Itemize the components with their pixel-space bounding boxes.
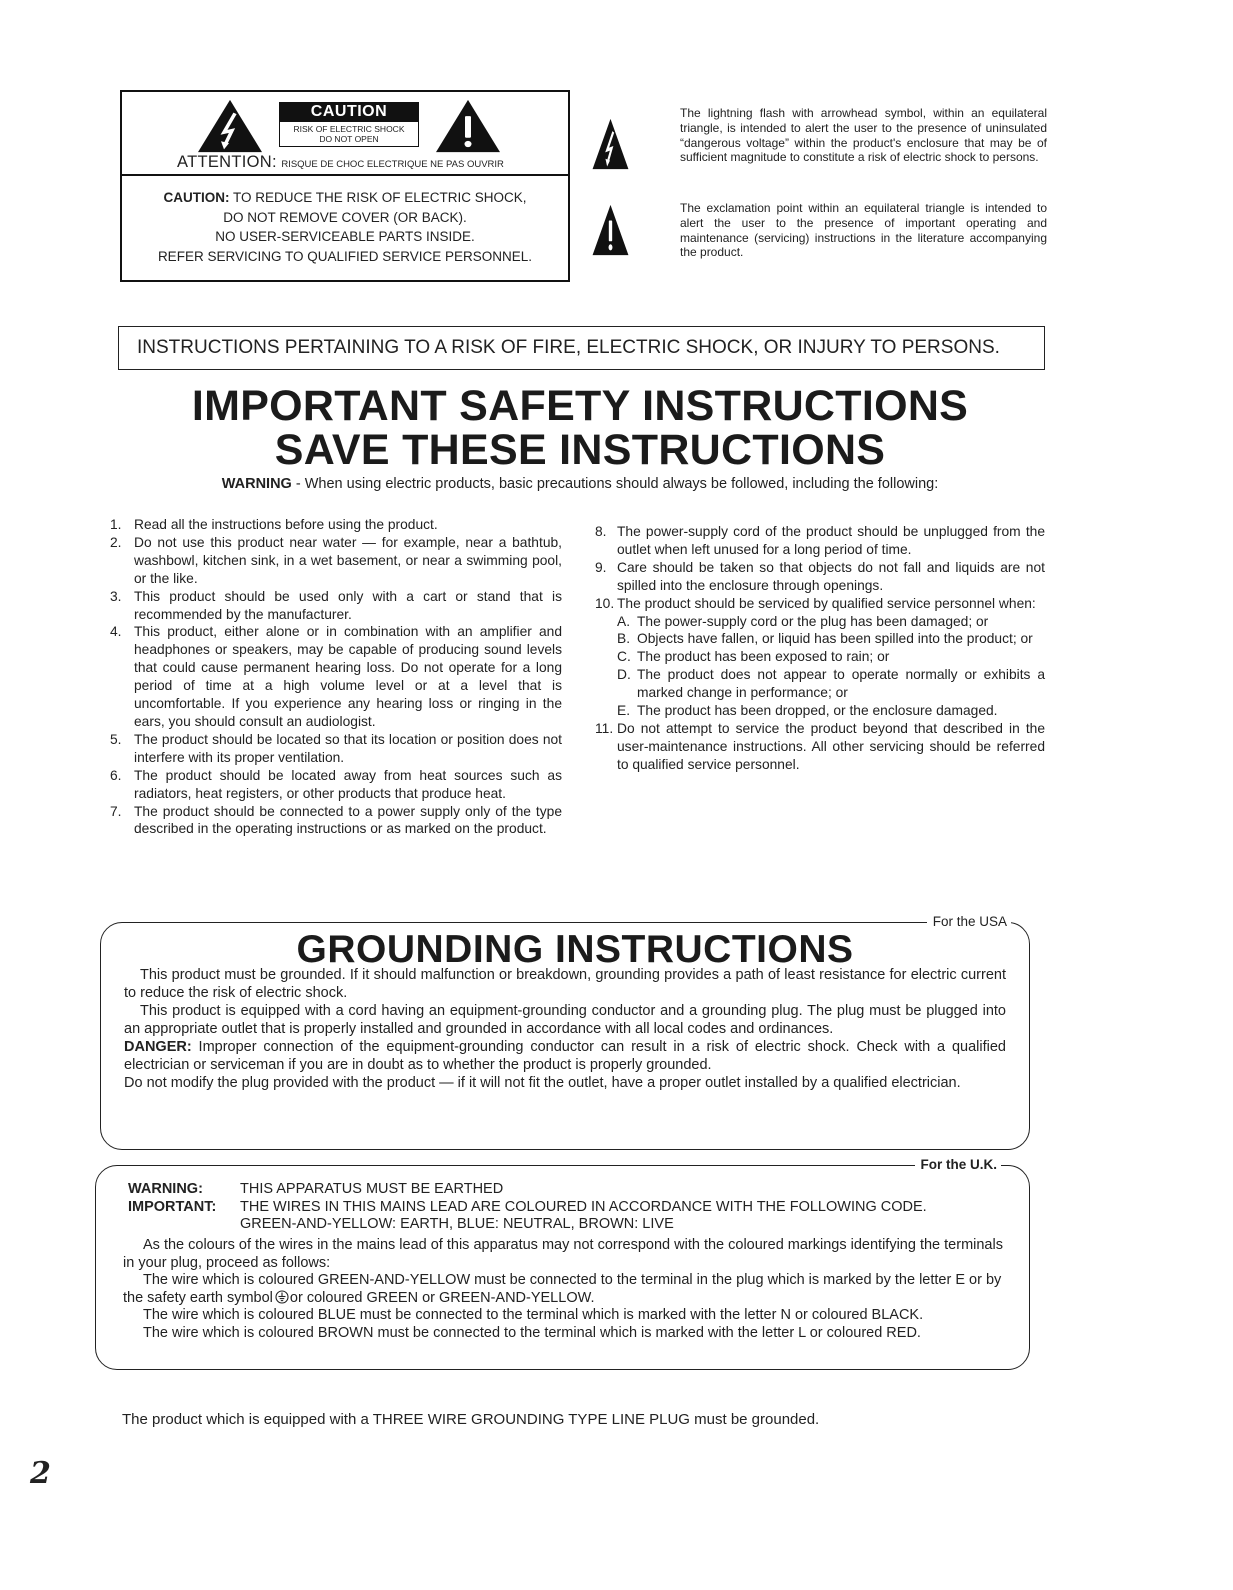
footer-note: The product which is equipped with a THREE WIRE GROUNDING TYPE LINE PLUG must be grounded. xyxy=(122,1411,820,1428)
sub-item-letter: C. xyxy=(617,649,631,665)
instruction-item xyxy=(595,523,1045,559)
instruction-item xyxy=(595,720,1045,774)
uk-green-text-after: or coloured GREEN or GREEN-AND-YELLOW. xyxy=(289,1289,595,1306)
caution-line-1 xyxy=(122,188,568,208)
instructions-right-column xyxy=(595,523,1045,774)
uk-warnings xyxy=(128,1181,1008,1234)
region-label-uk: For the U.K. xyxy=(915,1156,1002,1174)
page-title xyxy=(0,384,1160,472)
attention-line xyxy=(177,152,504,175)
sub-item-letter: A. xyxy=(617,613,631,629)
risk-banner: INSTRUCTIONS PERTAINING TO A RISK OF FIRE, ELECTRIC SHOCK, OR INJURY TO PERSONS. xyxy=(118,326,1045,370)
grounding-instructions-box xyxy=(100,914,1030,1150)
item-text: Read all the instructions before using the product. xyxy=(134,517,438,532)
sub-item-letter: E. xyxy=(617,703,631,719)
lightning-symbol-explanation: The lightning flash with arrowhead symbol, within an equilateral triangle, is intended to alert the user to the presence of uninsulated “dangerous voltage” within the product's enclosure that may be of sufficient magnitude to constitute a risk of electric shock to persons. xyxy=(680,106,1047,165)
instruction-item xyxy=(595,559,1045,595)
grounding-body xyxy=(124,966,1006,1092)
item-number: 8. xyxy=(595,524,607,539)
exclamation-triangle-icon xyxy=(592,204,629,256)
grounding-paragraph-2: This product is equipped with a cord having an equipment-grounding conductor and a grounding plug. The plug must be plugged into an appropriate outlet that is properly installed and grounded in accordance with all local codes and ordinances. xyxy=(124,1003,1006,1037)
sub-item xyxy=(617,613,1045,631)
uk-paragraph-brown: The wire which is coloured BROWN must be connected to the terminal which is marked with the letter L or coloured RED. xyxy=(143,1324,921,1341)
exclamation-symbol-explanation: The exclamation point within an equilateral triangle is intended to alert the user to the presence of important operating and maintenance (servicing) instructions in the literature accompanying the product. xyxy=(680,201,1047,260)
instruction-item xyxy=(110,803,562,839)
item-number: 11. xyxy=(595,720,614,736)
uk-warning-row xyxy=(128,1181,1008,1199)
earth-ground-icon xyxy=(275,1290,289,1304)
caution-line-4: REFER SERVICING TO QUALIFIED SERVICE PERSONNEL. xyxy=(157,248,533,264)
lightning-triangle-icon xyxy=(197,99,263,153)
caution-label-area xyxy=(122,92,568,176)
item-text: Care should be taken so that objects do not fall and liquids are not spilled into the enclosure through openings. xyxy=(617,559,1045,593)
uk-important-row xyxy=(128,1199,1008,1217)
sub-item xyxy=(617,648,1045,666)
sub-item xyxy=(617,666,1045,702)
item-text: This product should be used only with a cart or stand that is recommended by the manufacturer. xyxy=(134,588,562,622)
danger-text: Improper connection of the equipment-grounding conductor can result in a risk of electric shock. Check with a qualified electrician or serviceman if you are in doubt as to whether the product is properly grounded. xyxy=(124,1039,1006,1073)
sub-item-text: The power-supply cord or the plug has been damaged; or xyxy=(637,613,989,629)
grounding-heading: GROUNDING INSTRUCTIONS xyxy=(296,928,854,971)
sub-item-letter: B. xyxy=(617,631,631,647)
instructions-left-column xyxy=(110,516,562,838)
instruction-item xyxy=(110,623,562,730)
uk-paragraph-green xyxy=(123,1272,1003,1307)
risk-line-1: RISK OF ELECTRIC SHOCK xyxy=(293,124,405,134)
warning-text: - When using electric products, basic precautions should always be followed, including the following: xyxy=(295,476,939,492)
item-number: 9. xyxy=(595,559,607,575)
item-number: 7. xyxy=(110,803,122,819)
instruction-item xyxy=(110,731,562,767)
risk-label xyxy=(279,122,419,147)
sub-item-text: Objects have fallen, or liquid has been spilled into the product; or xyxy=(637,631,1033,647)
caution-label-title: CAUTION xyxy=(279,102,419,122)
item-number: 10. xyxy=(595,595,615,611)
item-number: 5. xyxy=(110,731,122,747)
warning-intro xyxy=(0,474,1160,494)
uk-important-label: IMPORTANT: xyxy=(128,1198,217,1215)
caution-line-1-text: TO REDUCE THE RISK OF ELECTRIC SHOCK, xyxy=(232,190,527,205)
uk-colour-code: GREEN-AND-YELLOW: EARTH, BLUE: NEUTRAL, BROWN: LIVE xyxy=(240,1216,674,1233)
warning-label: WARNING xyxy=(221,476,292,492)
item-text: Do not use this product near water — for example, near a bathtub, washbowl, kitchen sink, in a wet basement, or near a swimming pool, or the like. xyxy=(134,534,562,586)
danger-label: DANGER: xyxy=(124,1039,192,1055)
item-text: The product should be serviced by qualified service personnel when: xyxy=(617,595,1036,611)
caution-label xyxy=(279,102,419,147)
sub-item-text: The product does not appear to operate normally or exhibits a marked change in performance; or xyxy=(637,667,1045,701)
item-number: 6. xyxy=(110,767,122,783)
sub-item-letter: D. xyxy=(617,667,631,683)
item-text: The product should be located away from heat sources such as radiators, heat registers, or other products that produce heat. xyxy=(134,767,562,801)
item-text: This product, either alone or in combination with an amplifier and headphones or speakers, may be capable of producing sound levels that could cause permanent hearing loss. Do not operate for a long period of time at a high volume level or at a level that is uncomfortable. If you experience any hearing loss or ringing in the ears, you should consult an audiologist. xyxy=(134,624,562,729)
caution-line-2: DO NOT REMOVE COVER (OR BACK). xyxy=(223,209,467,225)
attention-word: ATTENTION: xyxy=(177,153,277,171)
grounding-paragraph-4: Do not modify the plug provided with the product — if it will not fit the outlet, have a proper outlet installed by a qualified electrician. xyxy=(124,1075,961,1091)
exclamation-triangle-icon xyxy=(435,99,501,153)
item-number: 3. xyxy=(110,588,122,604)
title-line-2: SAVE THESE INSTRUCTIONS xyxy=(274,426,886,474)
instruction-item xyxy=(595,595,1045,720)
sub-item xyxy=(617,702,1045,720)
item-text: The product should be connected to a power supply only of the type described in the operating instructions or as marked on the product. xyxy=(134,803,562,837)
uk-green-text-before: The wire which is coloured GREEN-AND-YELLOW must be connected to the terminal in the plug which is marked by the letter E or by the safety earth symbol xyxy=(123,1272,1002,1306)
instruction-item xyxy=(110,534,562,588)
grounding-paragraph-1: This product must be grounded. If it should malfunction or breakdown, grounding provides a path of least resistance for electric current to reduce the risk of electric shock. xyxy=(124,967,1006,1001)
caution-text xyxy=(122,188,568,266)
title-line-1: IMPORTANT SAFETY INSTRUCTIONS xyxy=(191,382,969,430)
item-number: 4. xyxy=(110,624,122,640)
page-number: 2 xyxy=(30,1456,51,1491)
caution-prefix: CAUTION: xyxy=(163,190,230,205)
lightning-triangle-icon xyxy=(592,118,629,170)
danger-paragraph xyxy=(124,1038,1006,1074)
uk-warning-text: THIS APPARATUS MUST BE EARTHED xyxy=(240,1181,504,1197)
instruction-item xyxy=(110,588,562,624)
attention-french: RISQUE DE CHOC ELECTRIQUE NE PAS OUVRIR xyxy=(281,159,504,170)
item-number: 2. xyxy=(110,534,122,550)
caution-line-3: NO USER-SERVICEABLE PARTS INSIDE. xyxy=(215,229,475,245)
uk-paragraphs xyxy=(123,1237,1003,1343)
item-text: The product should be located so that its location or position does not interfere with its proper ventilation. xyxy=(134,731,562,765)
uk-paragraph-intro: As the colours of the wires in the mains lead of this apparatus may not correspond with the coloured markings identifying the terminals in your plug, proceed as follows: xyxy=(123,1237,1003,1271)
uk-important-text: THE WIRES IN THIS MAINS LEAD ARE COLOURED IN ACCORDANCE WITH THE FOLLOWING CODE. xyxy=(240,1198,927,1215)
item-body xyxy=(617,595,1045,720)
sub-item xyxy=(617,630,1045,648)
instruction-item xyxy=(110,767,562,803)
sub-item-text: The product has been dropped, or the enclosure damaged. xyxy=(637,703,998,719)
risk-line-2: DO NOT OPEN xyxy=(319,134,379,144)
region-label-usa: For the USA xyxy=(927,913,1011,931)
item-text: The power-supply cord of the product should be unplugged from the outlet when left unused for a long period of time. xyxy=(617,524,1045,557)
uk-warning-label: WARNING: xyxy=(128,1181,203,1197)
uk-paragraph-blue: The wire which is coloured BLUE must be connected to the terminal which is marked with the letter N or coloured BLACK. xyxy=(143,1307,924,1324)
item-text: Do not attempt to service the product beyond that described in the user-maintenance instructions. All other servicing should be referred to qualified service personnel. xyxy=(617,720,1045,772)
item-number: 1. xyxy=(110,517,122,532)
uk-wiring-box xyxy=(95,1157,1030,1370)
instruction-item xyxy=(110,516,562,534)
sub-item-text: The product has been exposed to rain; or xyxy=(637,649,890,665)
caution-box xyxy=(120,90,570,282)
